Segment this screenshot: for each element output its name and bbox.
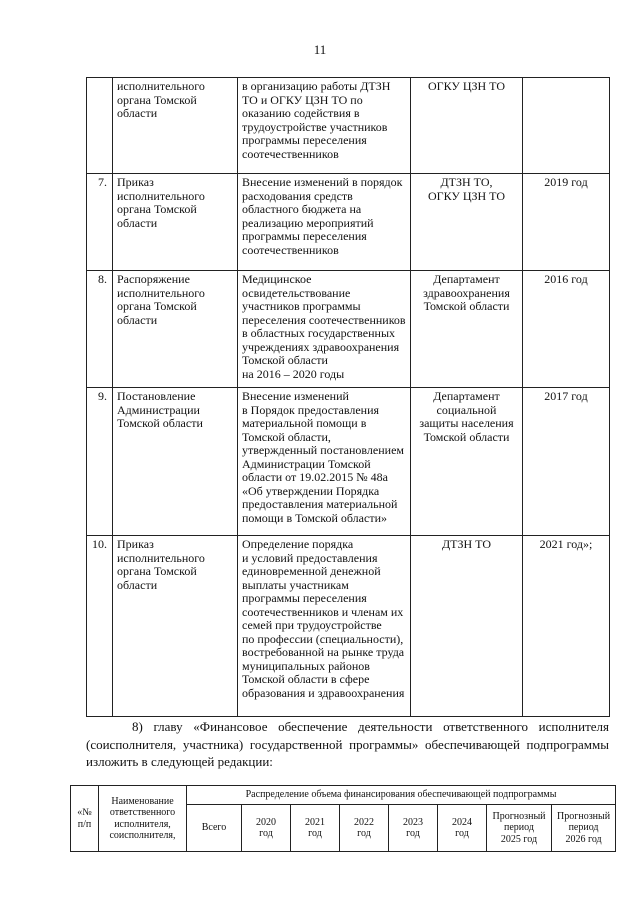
year-cell: 2021 год»; <box>523 536 610 717</box>
row-number: 8. <box>87 271 113 388</box>
document-type-cell: Распоряжение исполнительного органа Томской области <box>113 271 238 388</box>
fin-group-header: Распределение объема финансирования обеспечивающей подпрограммы <box>187 786 616 805</box>
fin-col-executor-header: Наименование ответственного исполнителя, соисполнителя, <box>99 786 187 852</box>
fin-col-forecast-2025-header: Прогнозный период 2025 год <box>487 805 552 852</box>
responsible-cell: ОГКУ ЦЗН ТО <box>411 78 523 174</box>
fin-col-year-header: 2023 год <box>389 805 438 852</box>
paragraph-text: 8) главу «Финансовое обеспечение деятельности ответственного исполнителя (соисполнителя, участника) государственной программы» обеспечивающей подпрограммы изложить в следующей редакции: <box>86 719 609 769</box>
year-cell: 2016 год <box>523 271 610 388</box>
fin-col-year-header: 2020 год <box>242 805 291 852</box>
fin-col-forecast-2026-header: Прогнозный период 2026 год <box>552 805 616 852</box>
legal-acts-table <box>86 77 610 717</box>
table-row <box>87 271 610 388</box>
row-number <box>87 78 113 174</box>
document-type-cell: Приказ исполнительного органа Томской области <box>113 174 238 271</box>
description-cell: Определение порядка и условий предоставления единовременной денежной выплаты участникам программы переселения соотечественников и членам их семей при трудоустройстве по профессии (специальности), востребованной на рынке труда муниципальных районов Томской области в сфере образования и здравоохранения <box>238 536 411 717</box>
description-cell: Внесение изменений в Порядок предоставления материальной помощи в Томской области, утвержденный постановлением Администрации Томской области от 19.02.2015 № 48а «Об утверждении Порядка предоставления материальной помощи в Томской области» <box>238 388 411 536</box>
chapter-amendment-paragraph <box>86 718 609 771</box>
row-number: 9. <box>87 388 113 536</box>
year-cell: 2019 год <box>523 174 610 271</box>
description-cell: в организацию работы ДТЗН ТО и ОГКУ ЦЗН ТО по оказанию содействия в трудоустройстве участников программы переселения соотечественников <box>238 78 411 174</box>
document-type-cell: Постановление Администрации Томской области <box>113 388 238 536</box>
year-cell <box>523 78 610 174</box>
description-cell: Внесение изменений в порядок расходования средств областного бюджета на реализацию мероприятий программы переселения соотечественников <box>238 174 411 271</box>
fin-col-year-header: 2022 год <box>340 805 389 852</box>
fin-col-number-header: «№ п/п <box>71 786 99 852</box>
table-row <box>87 388 610 536</box>
year-cell: 2017 год <box>523 388 610 536</box>
responsible-cell: ДТЗН ТО, ОГКУ ЦЗН ТО <box>411 174 523 271</box>
table-row <box>87 78 610 174</box>
row-number: 7. <box>87 174 113 271</box>
row-number: 10. <box>87 536 113 717</box>
financing-table <box>70 785 616 852</box>
description-cell: Медицинское освидетельствование участников программы переселения соотечественников в областных государственных учреждениях здравоохранения Томской области на 2016 – 2020 годы <box>238 271 411 388</box>
responsible-cell: Департамент социальной защиты населения Томской области <box>411 388 523 536</box>
table-row <box>87 174 610 271</box>
document-type-cell: исполнительного органа Томской области <box>113 78 238 174</box>
document-type-cell: Приказ исполнительного органа Томской области <box>113 536 238 717</box>
page-number: 11 <box>313 42 327 57</box>
table-row <box>87 536 610 717</box>
responsible-cell: ДТЗН ТО <box>411 536 523 717</box>
fin-col-year-header: 2021 год <box>291 805 340 852</box>
fin-col-year-header: 2024 год <box>438 805 487 852</box>
fin-col-total-header: Всего <box>187 805 242 852</box>
responsible-cell: Департамент здравоохранения Томской области <box>411 271 523 388</box>
